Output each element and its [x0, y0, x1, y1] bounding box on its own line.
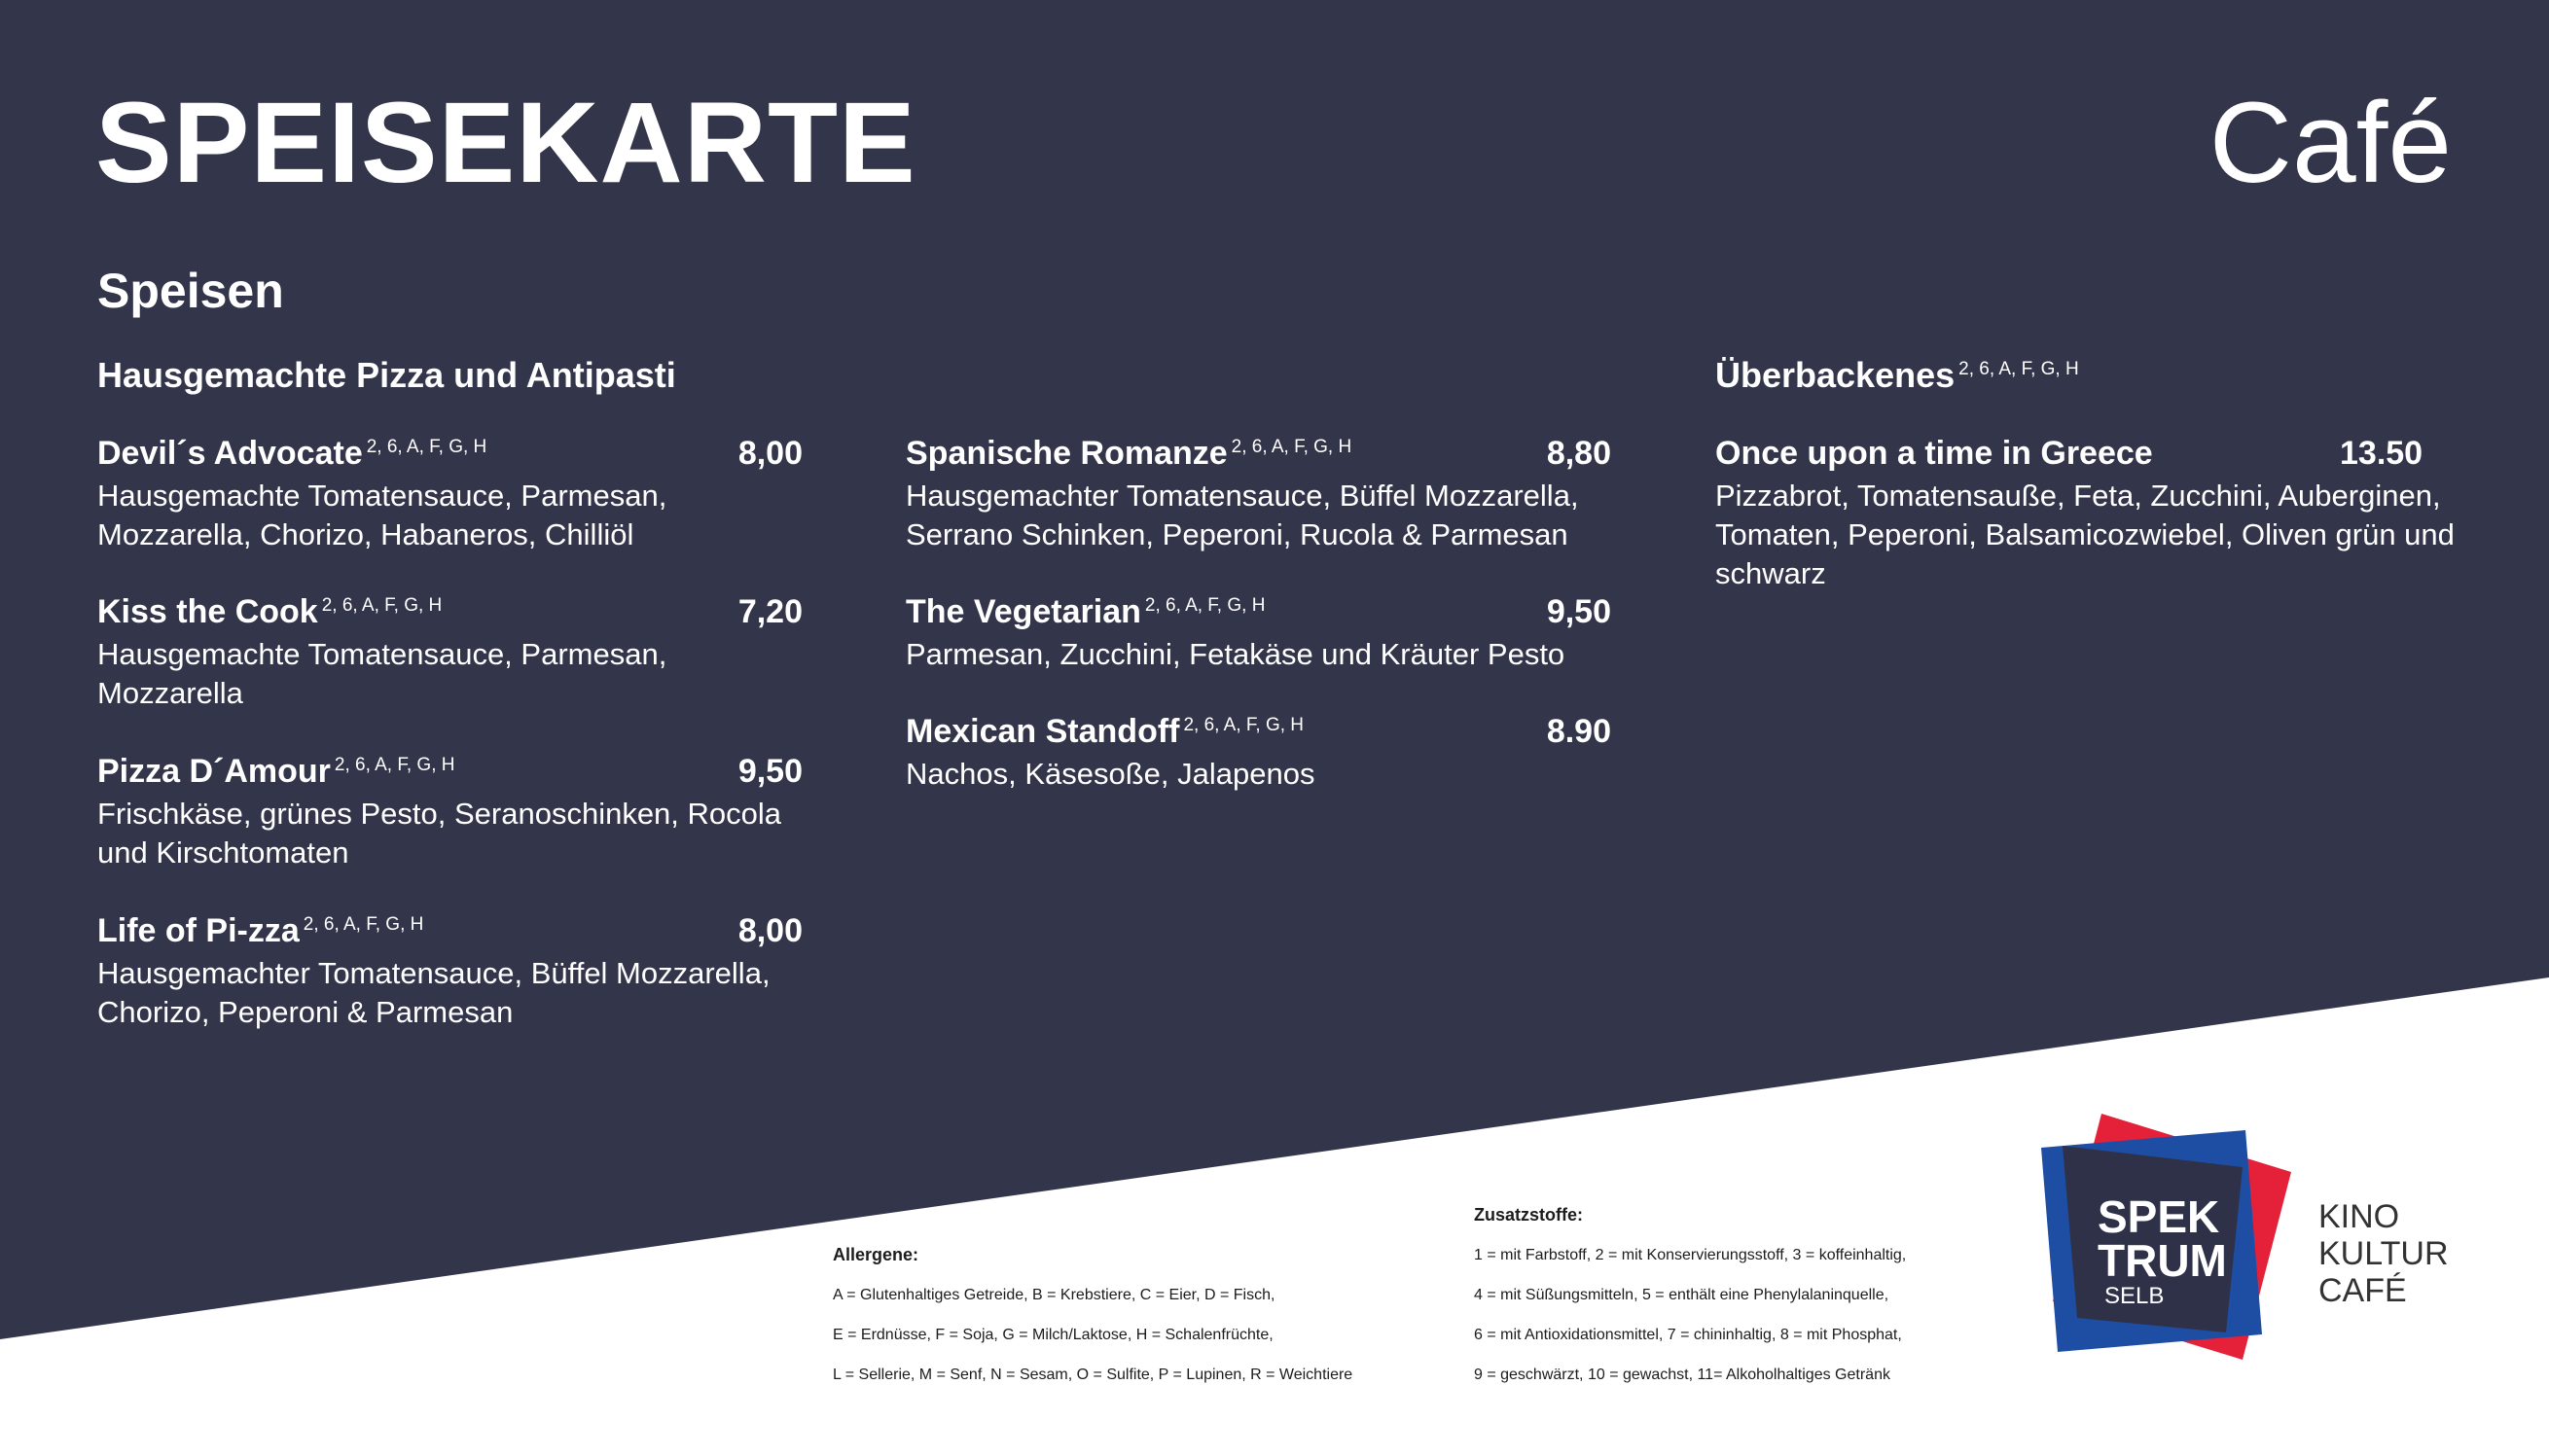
item-allergens: 2, 6, A, F, G, H: [334, 754, 455, 775]
allergene-line: A = Glutenhaltiges Getreide, B = Krebstiere, C = Eier, D = Fisch,: [833, 1287, 1275, 1303]
page-title: SPEISEKARTE: [95, 79, 916, 207]
zusatzstoffe-heading: Zusatzstoffe:: [1474, 1205, 1583, 1225]
zusatzstoffe-line: 9 = geschwärzt, 10 = gewachst, 11= Alkoholhaltiges Getränk: [1474, 1367, 1890, 1383]
item-allergens: 2, 6, A, F, G, H: [321, 594, 443, 616]
allergene-legend: [833, 1235, 1352, 1395]
item-price: 9,50: [737, 753, 803, 790]
item-price: 9,50: [1546, 593, 1611, 630]
item-description: Hausgemachter Tomatensauce, Büffel Mozzarella, Serrano Schinken, Peperoni, Rucola & Parmesan: [906, 478, 1579, 551]
menu-item: [97, 751, 803, 872]
allergene-heading: Allergene:: [833, 1245, 919, 1264]
column1-heading: Hausgemachte Pizza und Antipasti: [97, 355, 676, 395]
logo-text-spek: SPEK: [2098, 1191, 2220, 1242]
zusatzstoffe-line: 1 = mit Farbstoff, 2 = mit Konservierungsstoff, 3 = koffeinhaltig,: [1474, 1247, 1907, 1263]
menu-item: [906, 433, 1611, 554]
allergene-line: E = Erdnüsse, F = Soja, G = Milch/Laktose, H = Schalenfrüchte,: [833, 1327, 1274, 1343]
item-allergens: 2, 6, A, F, G, H: [303, 913, 424, 935]
logo-text-selb: SELB: [2104, 1283, 2165, 1309]
item-name: Pizza D´Amour: [97, 753, 331, 790]
item-description: Nachos, Käsesoße, Jalapenos: [906, 756, 1315, 791]
heading-allergens: 2, 6, A, F, G, H: [1958, 359, 2079, 379]
item-price: 8.90: [1546, 713, 1611, 750]
item-price: 8,80: [1546, 435, 1611, 472]
logo-tagline: [2318, 1198, 2449, 1309]
item-allergens: 2, 6, A, F, G, H: [1144, 594, 1266, 616]
item-name: Once upon a time in Greece: [1715, 435, 2153, 472]
column3-heading: [1715, 354, 2079, 396]
item-description: Hausgemachter Tomatensauce, Büffel Mozzarella, Chorizo, Peperoni & Parmesan: [97, 955, 771, 1029]
item-allergens: 2, 6, A, F, G, H: [366, 436, 487, 457]
menu-item: [906, 591, 1611, 674]
tagline-line: KULTUR: [2318, 1235, 2449, 1272]
page-subtitle: Café: [2208, 79, 2452, 207]
column3-heading-text: Überbackenes: [1715, 355, 1956, 395]
item-description: Hausgemachte Tomatensauce, Parmesan, Mozzarella, Chorizo, Habaneros, Chilliöl: [97, 478, 667, 551]
tagline-line: CAFÉ: [2318, 1272, 2407, 1309]
item-price: 13.50: [2340, 435, 2423, 472]
item-description: Pizzabrot, Tomatensauße, Feta, Zucchini, Auberginen, Tomaten, Peperoni, Balsamicozwiebel, Oliven grün und schwarz: [1715, 478, 2455, 590]
menu-item: [97, 910, 803, 1032]
zusatzstoffe-line: 4 = mit Süßungsmitteln, 5 = enthält eine Phenylalaninquelle,: [1474, 1287, 1889, 1303]
item-name: Spanische Romanze: [906, 435, 1228, 472]
section-title: Speisen: [97, 264, 284, 318]
menu-item: [97, 433, 803, 554]
spektrum-logo: [2033, 1109, 2306, 1362]
item-name: The Vegetarian: [906, 593, 1141, 630]
item-name: Mexican Standoff: [906, 713, 1180, 750]
allergene-line: L = Sellerie, M = Senf, N = Sesam, O = Sulfite, P = Lupinen, R = Weichtiere: [833, 1367, 1353, 1383]
item-price: 8,00: [737, 435, 803, 472]
menu-item: [97, 591, 803, 713]
tagline-line: KINO: [2318, 1198, 2400, 1235]
logo-text-trum: TRUM: [2098, 1235, 2227, 1286]
zusatzstoffe-legend: [1474, 1195, 1906, 1395]
menu-item: [1715, 433, 2455, 593]
item-price: 7,20: [737, 593, 803, 630]
item-name: Devil´s Advocate: [97, 435, 363, 472]
item-description: Parmesan, Zucchini, Fetakäse und Kräuter Pesto: [906, 636, 1565, 671]
item-name: Kiss the Cook: [97, 593, 318, 630]
item-allergens: 2, 6, A, F, G, H: [1183, 714, 1305, 735]
menu-item: [906, 711, 1611, 794]
item-price: 8,00: [737, 912, 803, 949]
item-name: Life of Pi-zza: [97, 912, 300, 949]
zusatzstoffe-line: 6 = mit Antioxidationsmittel, 7 = chininhaltig, 8 = mit Phosphat,: [1474, 1327, 1902, 1343]
item-description: Hausgemachte Tomatensauce, Parmesan, Mozzarella: [97, 636, 667, 710]
item-allergens: 2, 6, A, F, G, H: [1231, 436, 1352, 457]
item-description: Frischkäse, grünes Pesto, Seranoschinken, Rocola und Kirschtomaten: [97, 796, 782, 870]
